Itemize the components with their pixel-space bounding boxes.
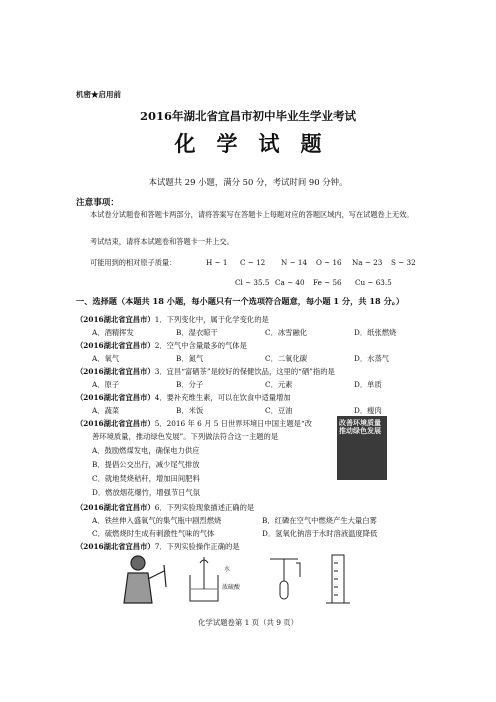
atomic-mass-value: S ~ 32	[391, 258, 416, 267]
option-d: D．纸张燃烧	[354, 328, 397, 337]
option-c: C．元素	[265, 380, 293, 389]
poster-text: 改善环境质量推动绿色发展	[339, 419, 381, 435]
question-source: （2016湖北省宜昌市）	[76, 367, 155, 376]
option-b: B．氮气	[176, 354, 204, 363]
question-text: 7．下列实验操作正确的是	[154, 542, 240, 551]
question-2	[76, 341, 247, 351]
option-b: B．红磷在空气中燃烧产生大量白雾	[262, 516, 377, 525]
question-text: 6．下列实验现象描述正确的是	[154, 503, 255, 512]
confidential-mark: 机密★启用前	[76, 90, 121, 99]
option-a: A．氧气	[92, 354, 120, 363]
option-b: B．提倡公交出行，减少尾气排放	[92, 460, 200, 469]
atomic-mass-value: H ~ 1	[206, 258, 228, 267]
option-d: D．水蒸气	[354, 354, 390, 363]
atomic-mass-value: Cl ~ 35.5	[235, 278, 270, 287]
option-b: B．分子	[176, 380, 204, 389]
question-source: （2016湖北省宜昌市）	[76, 503, 155, 512]
atomic-mass-value: N ~ 14	[281, 258, 308, 267]
option-d: D．瘦肉	[354, 406, 382, 415]
question-text: 3．宜昌“富硒茶”是较好的保健饮品，这里的“硒”指的是	[154, 367, 335, 376]
page-footer: 化学试题卷第 1 页（共 9 页）	[197, 618, 299, 627]
option-a: A．铁丝伸入盛氧气的集气瓶中剧烈燃烧	[92, 516, 222, 525]
question-6	[76, 503, 254, 513]
notice-paragraph-1: 本试卷分试题卷和答题卡两部分，请将答案写在答题卡上每题对应的答题区域内，写在试题卷上无效。	[90, 210, 414, 219]
exam-summary: 本试题共 29 小题，满分 50 分，考试时间 90 分钟。	[148, 177, 348, 187]
beaker-icon	[190, 557, 218, 601]
atomic-mass-value: Cu ~ 63.5	[355, 278, 392, 287]
option-c: C．冰雪融化	[265, 328, 308, 337]
option-d: D．单质	[354, 380, 382, 389]
atomic-mass-value: Na ~ 23	[352, 258, 383, 267]
acid-label: 浓硫酸	[222, 584, 241, 591]
question-text: 2．空气中含量最多的气体是	[154, 341, 247, 350]
option-d: D．燃放烟花爆竹，增强节日气氛	[92, 488, 201, 497]
question-text: 4．要补充维生素，可以在饮食中适量增加	[154, 393, 291, 402]
option-a: A．鼓励燃煤发电，确保电力供应	[92, 446, 200, 455]
question-text: 1．下列变化中，属于化学变化的是	[154, 315, 269, 324]
question-4	[76, 393, 291, 403]
question-source: （2016湖北省宜昌市）	[76, 393, 155, 402]
question-text: 5．2016 年 6 月 5 日世界环境日中国主题是“改	[154, 419, 312, 428]
question-source: （2016湖北省宜昌市）	[76, 315, 155, 324]
dropper-icon	[270, 559, 300, 599]
question-7	[76, 542, 240, 552]
water-label: 水	[224, 566, 231, 573]
atomic-mass-value: O ~ 16	[316, 258, 342, 267]
option-c: C．豆油	[265, 406, 293, 415]
question-source: （2016湖北省宜昌市）	[76, 341, 155, 350]
option-a: A．酒精挥发	[92, 328, 134, 337]
atomic-mass-value: C ~ 12	[240, 258, 266, 267]
lab-operations-illustration	[120, 553, 370, 607]
option-c: C．二氧化碳	[265, 354, 308, 363]
question-1	[76, 315, 269, 325]
option-a: A．蔬菜	[92, 406, 120, 415]
option-c: C．硫燃烧时生成有刺激性气味的气体	[92, 529, 215, 538]
question-text-continued: 善环境质量，推动绿色发展”。下列做法符合这一主题的是	[92, 432, 279, 441]
question-3	[76, 367, 335, 377]
option-b: B．湿衣晾干	[176, 328, 218, 337]
person-heating-icon	[124, 556, 166, 603]
world-environment-day-poster-image	[337, 416, 387, 480]
option-d: D．氢氧化钠溶于水时溶液温度降低	[262, 529, 378, 538]
question-5	[76, 419, 312, 429]
notice-paragraph-2: 考试结束，请将本试题卷和答题卡一并上交。	[90, 237, 234, 246]
graduated-cylinder-icon	[326, 555, 350, 603]
option-a: A．原子	[92, 380, 120, 389]
atomic-mass-value: Ca ~ 40	[275, 278, 305, 287]
atomic-mass-label: 可能用到的相对原子质量：	[90, 258, 177, 267]
option-b: B．米饭	[176, 406, 204, 415]
subject-title: 化学试题	[174, 131, 343, 156]
exam-title: 2016年湖北省宜昌市初中毕业生学业考试	[139, 109, 356, 123]
question-source: （2016湖北省宜昌市）	[76, 542, 155, 551]
notice-heading: 注意事项：	[76, 198, 119, 208]
question-source: （2016湖北省宜昌市）	[76, 419, 155, 428]
atomic-mass-value: Fe ~ 56	[313, 278, 342, 287]
section-heading: 一、选择题（本题共 18 小题，每小题只有一个选项符合题意，每小题 1 分，共 18 分。）	[76, 296, 405, 306]
option-c: C．就地焚烧秸秆，增加田间肥料	[92, 474, 200, 483]
